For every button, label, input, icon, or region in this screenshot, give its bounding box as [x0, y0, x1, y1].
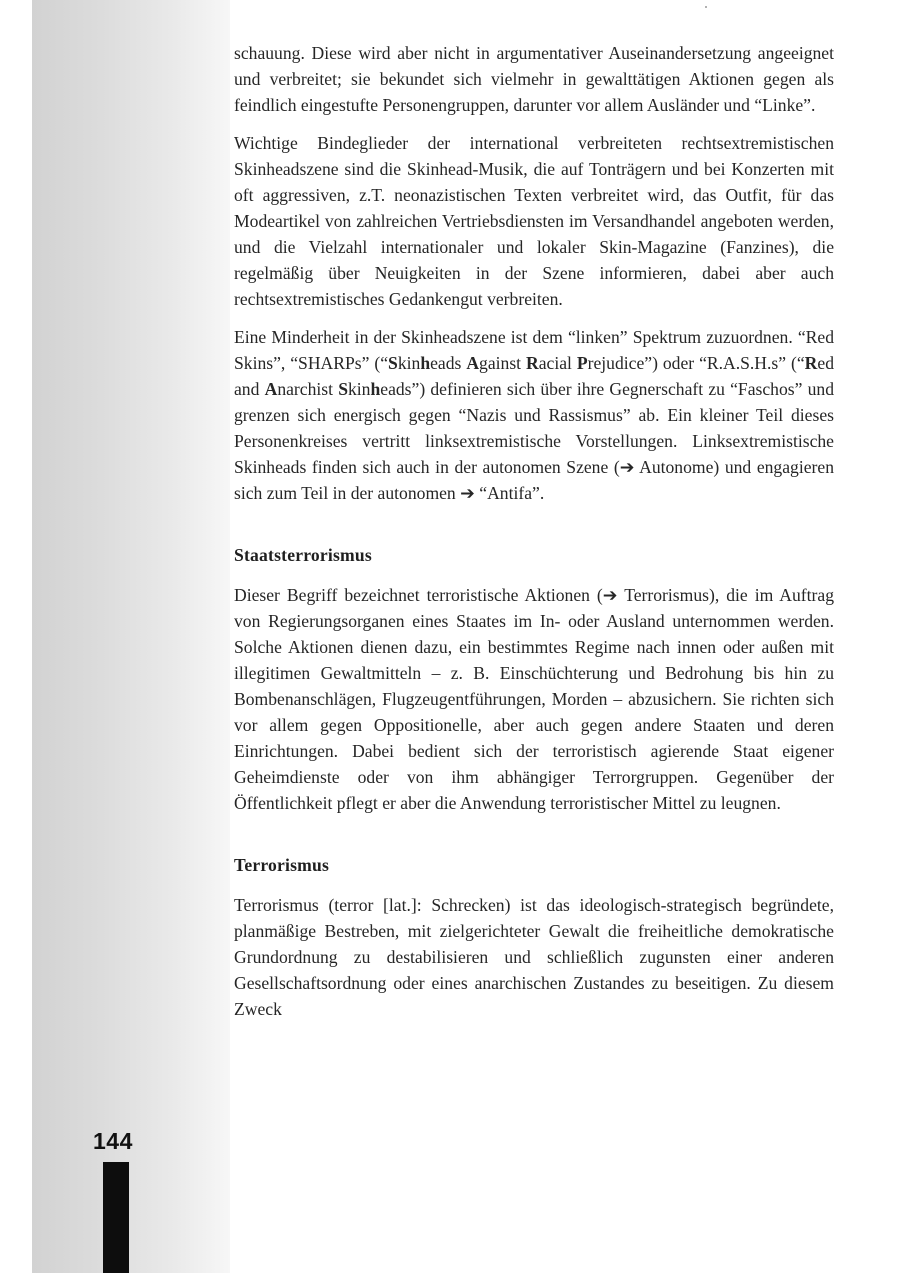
paragraph-left-skinheads: Eine Minderheit in der Skinheadszene ist dem “linken” Spektrum zuzuordnen. “Red Skins”, “SHARPs” (“Skinheads Against Racial Prejudice”) oder “R.A.S.H.s” (“Red and Anarchist Skinheads”) definieren sich über ihre Gegnerschaft zu “Faschos” und grenzen sich energisch gegen “Nazis und Rassismus” ab. Ein kleiner Teil dieses Personenkreises vertritt linksextremistische Vorstellungen. Linksextremistische Skinheads finden sich auch in der autonomen Szene (➔ Autonome) und engagieren sich zum Teil in der autonomen ➔ “Antifa”. — [234, 327, 834, 503]
paragraph-continuation: schauung. Diese wird aber nicht in argumentativer Auseinandersetzung angeeignet und verbreitet; sie bekundet sich vielmehr in gewalttätigen Aktionen gegen als feindlich eingestufte Personengruppen, darunter vor allem Ausländer und “Linke”. — [234, 43, 834, 115]
page-edge — [0, 0, 32, 1273]
paragraph-staatsterrorismus: Dieser Begriff bezeichnet terroristische Aktionen (➔ Terrorismus), die im Auftrag von Regierungsorganen eines Staates im In- oder Ausland unternommen werden. Solche Aktionen dienen dazu, ein bestimmtes Regime nach innen oder außen mit illegitimen Gewaltmitteln – z. B. Einschüchterung und Bedrohung bis hin zu Bombenanschlägen, Flugzeugentführungen, Morden – abzusichern. Sie richten sich vor allem gegen Oppositionelle, aber auch gegen andere Staaten und deren Einrichtungen. Dabei bedient sich der terroristisch agierende Staat eigener Geheimdienste oder von ihm abhängiger Terrorgruppen. Gegenüber der Öffentlichkeit pflegt er aber die Anwendung terroristischer Mittel zu leugnen. — [234, 585, 834, 813]
page-number: 144 — [93, 1128, 133, 1154]
page-gutter-shadow — [32, 0, 230, 1273]
paragraph-terrorismus: Terrorismus (terror [lat.]: Schrecken) ist das ideologisch-strategisch begründete, planmäßige Bestreben, mit zielgerichteter Gewalt die freiheitliche demokratische Grundordnung zu destabilisieren und schließlich zugunsten einer anderen Gesellschaftsordnung oder eines anarchischen Zustandes zu beseitigen. Zu diesem Zweck — [234, 895, 834, 1019]
heading-staatsterrorismus: Staatsterrorismus — [234, 545, 372, 565]
cross-reference-arrow-icon: ➔ — [619, 457, 635, 477]
heading-terrorismus: Terrorismus — [234, 855, 330, 875]
paragraph-skinhead-scene: Wichtige Bindeglieder der international verbreiteten rechtsextremistischen Skinheadszene sind die Skinhead-Musik, die auf Tonträgern und bei Konzerten mit oft aggressiven, z.T. neonazistischen Texten verbreitet wird, das Outfit, für das Modeartikel von zahlreichen Vertriebsdiensten im Versandhandel angeboten werden, und die Vielzahl internationaler und lokaler Skin-Magazine (Fanzines), die regelmäßig über Neuigkeiten in der Szene informieren, dabei aber auch rechtsextremistisches Gedankengut verbreiten. — [234, 133, 834, 309]
text-column — [234, 40, 834, 1034]
page-thumb-marker — [103, 1162, 129, 1273]
scan-speck — [705, 6, 707, 8]
cross-reference-arrow-icon: ➔ — [460, 483, 475, 503]
cross-reference-arrow-icon: ➔ — [602, 585, 618, 605]
